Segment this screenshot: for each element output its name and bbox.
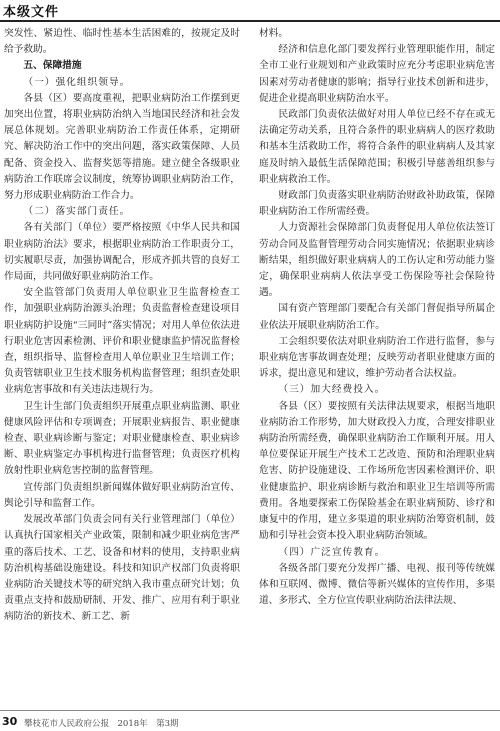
paragraph: 各县（区）要高度重视，把职业病防治工作摆到更加突出位置，将职业病防治纳入当地国民经济和社会发展总体规划。完善职业病防治工作责任体系，定期研究、解决防治工作中的突出问题，落实政策保障、人员配备、资金投入、监督奖惩等措施。建立健全各级职业病防治工作联席会议制度，统筹协调职业病防治工作，努力形成职业病防治工作合力。: [4, 92, 240, 202]
subsection-heading: （二）落实部门责任。: [23, 206, 131, 218]
paragraph: 国有资产管理部门要配合有关部门督促指导所属企业依法开展职业病防治工作。: [259, 303, 495, 331]
header-rule: [0, 20, 500, 22]
section-heading: 五、保障措施: [23, 60, 82, 72]
paragraph: 各级各部门要充分发挥广播、电视、报刊等传统媒体和互联网、微博、微信等新兴媒体的宣传作用，多渠道、多形式、全方位宣传职业病防治法律法规、: [259, 562, 495, 607]
publication-info: 攀枝花市人民政府公报 2018年 第3期: [24, 719, 179, 729]
footer-rule: [0, 710, 500, 711]
paragraph: 发展改革部门负责会同有关行业管理部门（单位）认真执行国家相关产业政策，限制和减少职业病危害严重的落后技术、工艺、设备和材料的使用，支持职业病防治机构基础设施建设。科技和知识产权部门负责将职业病防治关键技术等的研究纳入我市重点研究计划；负责重点支持和鼓励研制、开发、推广、应用有利于职业病防治的新技术、新工艺、新: [4, 514, 240, 623]
subsection-heading: （三）加大经费投入。: [278, 384, 386, 396]
paragraph: 人力资源社会保障部门负责督促用人单位依法签订劳动合同及监督管理劳动合同实施情况；依据职业病诊断结果，组织做好职业病病人的工伤认定和劳动能力鉴定，确保职业病病人依法享受工伤保险等社会保险待遇。: [259, 222, 495, 299]
paragraph: 宣传部门负责组织新闻媒体做好职业病防治宣传、舆论引导和监督工作。: [4, 481, 240, 509]
paragraph: 工会组织要依法对职业病防治工作进行监督，参与职业病危害事故调查处理；反映劳动者职业健康方面的诉求，提出意见和建议，维护劳动者合法权益。: [259, 335, 495, 380]
subsection-heading: （一）强化组织领导。: [23, 76, 131, 88]
paragraph: 财政部门负责落实职业病防治财政补助政策，保障职业病防治工作所需经费。: [259, 190, 495, 218]
left-column: [4, 26, 240, 706]
paragraph: 安全监管部门负责用人单位职业卫生监督检查工作，加强职业病防治源头治理；负责监督检查建设项目职业病防护设施“三同时”落实情况；对用人单位依法进行职业危害因素检测、评价和职业健康监护情况监督检查，组织指导、监督检查用人单位职业卫生培训工作；负责管辖职业卫生技术服务机构监督管理；组织查处职业病危害事故和有关违法违规行为。: [4, 287, 240, 396]
paragraph: 卫生计生部门负责组织开展重点职业病监测、职业健康风险评估和专项调查；开展职业病报告、职业健康检查、职业病诊断与鉴定；对职业健康检查、职业病诊断、职业病鉴定办事机构进行监督管理；负责医疗机构放射性职业病危害控制的监督管理。: [4, 400, 240, 477]
page-header: [0, 0, 500, 24]
paragraph: 民政部门负责依法做好对用人单位已经不存在或无法确定劳动关系，且符合条件的职业病病人的医疗救助和基本生活救助工作，将符合条件的职业病病人及其家庭及时纳入最低生活保障范围；积极引导慈善组织参与职业病救治工作。: [259, 109, 495, 185]
paragraph: 各有关部门（单位）要严格按照《中华人民共和国职业病防治法》要求，根据职业病防治工作职责分工，切实履职尽责，加强协调配合，形成齐抓共管的良好工作局面，共同做好职业病防治工作。: [4, 222, 240, 283]
subsection-heading: （四）广泛宣传教育。: [278, 546, 386, 558]
page-number: 30: [2, 715, 18, 728]
paragraph: 材料。: [259, 28, 289, 39]
paragraph: 突发性、紧迫性、临时性基本生活困难的，按规定及时给予救助。: [4, 28, 240, 56]
right-column: [259, 26, 495, 706]
paragraph: 经济和信息化部门要发挥行业管理职能作用，制定全市工业行业规划和产业政策时应充分考虑职业病危害因素对劳动者健康的影响；指导行业技术创新和进步，促进企业提高职业病防治水平。: [259, 44, 495, 104]
paragraph: 各县（区）要按照有关法律法规要求，根据当地职业病防治工作形势，加大财政投入力度，合理安排职业病防治所需经费，确保职业病防治工作顺利开展。用人单位要保证开展生产技术工艺改造、预防和治理职业病危害、防护设施建设、工作场所危害因素检测评价、职业健康监护、职业病诊断与救治和职业卫生培训等所需费用。各地要探索工伤保险基金在职业病预防、诊疗和康复中的作用，建立多渠道的职业病防治筹资机制，鼓励和引导社会资本投入职业病防治领域。: [259, 400, 495, 542]
page-footer: [0, 710, 500, 731]
section-title: 本级文件: [3, 5, 60, 20]
